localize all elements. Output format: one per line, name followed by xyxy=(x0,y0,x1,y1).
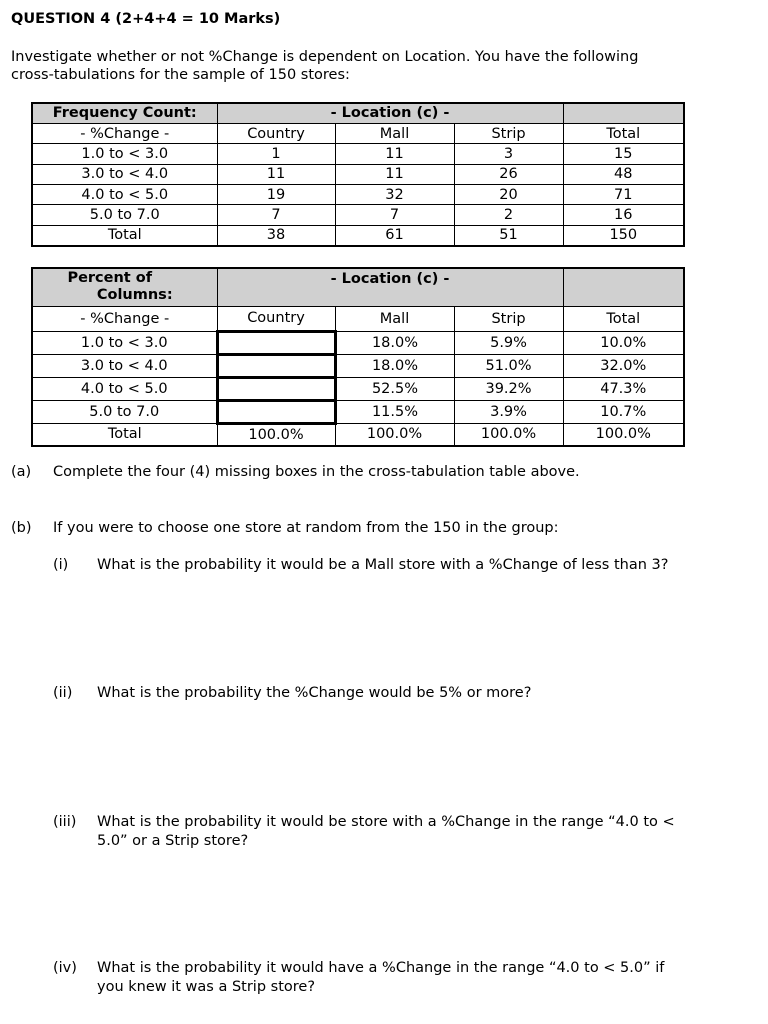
table-cell: 47.3% xyxy=(563,377,684,400)
sub-question-ii xyxy=(53,684,531,703)
part-b-text: If you were to choose one store at random from the 150 in the group: xyxy=(53,520,559,536)
table-cell: 71 xyxy=(563,185,684,205)
percent-label-line-2: Columns: xyxy=(96,287,173,304)
table-row-total xyxy=(32,225,684,245)
percent-of-columns-label xyxy=(32,268,217,306)
missing-answer-box[interactable] xyxy=(217,354,335,377)
row-label: 1.0 to < 3.0 xyxy=(32,144,217,164)
sub-question-iii xyxy=(53,813,675,851)
table-cell: 10.0% xyxy=(563,331,684,354)
table-row xyxy=(32,185,684,205)
row-header-label: - %Change - xyxy=(32,306,217,331)
row-label: 1.0 to < 3.0 xyxy=(32,331,217,354)
sub-iii-line-2: 5.0” or a Strip store? xyxy=(97,833,249,849)
column-header: Country xyxy=(217,306,335,331)
table-cell: 19 xyxy=(217,185,335,205)
table-row-total xyxy=(32,423,684,446)
row-label: 3.0 to < 4.0 xyxy=(32,164,217,184)
frequency-count-table xyxy=(31,102,685,247)
header-spacer xyxy=(563,268,684,306)
location-group-header: - Location (c) - xyxy=(217,103,563,123)
table-cell: 51 xyxy=(454,225,563,245)
row-label: 3.0 to < 4.0 xyxy=(32,354,217,377)
column-header: Country xyxy=(217,123,335,143)
table-cell: 26 xyxy=(454,164,563,184)
intro-line-2: cross-tabulations for the sample of 150 stores: xyxy=(11,67,350,83)
sub-question-i xyxy=(53,556,668,575)
sub-i-label: (i) xyxy=(53,557,69,573)
table-row xyxy=(32,400,684,423)
column-header: Strip xyxy=(454,123,563,143)
sub-ii-label: (ii) xyxy=(53,685,73,701)
frequency-count-label: Frequency Count: xyxy=(32,103,217,123)
table-cell: 39.2% xyxy=(454,377,563,400)
table-cell: 51.0% xyxy=(454,354,563,377)
row-label: 4.0 to < 5.0 xyxy=(32,185,217,205)
row-label: 5.0 to 7.0 xyxy=(32,205,217,225)
table-cell: 11 xyxy=(217,164,335,184)
part-b xyxy=(11,519,559,538)
header-spacer xyxy=(563,103,684,123)
table-cell: 61 xyxy=(335,225,454,245)
table-cell: 48 xyxy=(563,164,684,184)
sub-ii-text: What is the probability the %Change would be 5% or more? xyxy=(97,685,532,701)
table-cell: 11.5% xyxy=(335,400,454,423)
question-title: QUESTION 4 (2+4+4 = 10 Marks) xyxy=(11,11,281,27)
missing-answer-box[interactable] xyxy=(217,400,335,423)
table-cell: 18.0% xyxy=(335,331,454,354)
table-cell: 150 xyxy=(563,225,684,245)
column-header: Mall xyxy=(335,306,454,331)
percent-of-columns-table xyxy=(31,267,685,447)
table-cell: 20 xyxy=(454,185,563,205)
table-row xyxy=(32,331,684,354)
table-cell: 10.7% xyxy=(563,400,684,423)
table-cell: 3 xyxy=(454,144,563,164)
percent-label-line-1: Percent of xyxy=(67,270,153,287)
intro-text xyxy=(11,48,711,84)
table-row xyxy=(32,354,684,377)
missing-answer-box[interactable] xyxy=(217,377,335,400)
sub-i-text: What is the probability it would be a Mall store with a %Change of less than 3? xyxy=(97,557,669,573)
column-header: Strip xyxy=(454,306,563,331)
sub-iii-text xyxy=(97,813,675,851)
table-cell: 11 xyxy=(335,144,454,164)
table-cell: 16 xyxy=(563,205,684,225)
table-cell: 100.0% xyxy=(217,423,335,446)
part-a-label: (a) xyxy=(11,464,32,480)
missing-answer-box[interactable] xyxy=(217,331,335,354)
table-cell: 11 xyxy=(335,164,454,184)
part-a-text: Complete the four (4) missing boxes in the cross-tabulation table above. xyxy=(53,464,580,480)
table-row xyxy=(32,144,684,164)
row-label: Total xyxy=(32,225,217,245)
table-cell: 52.5% xyxy=(335,377,454,400)
table-cell: 100.0% xyxy=(335,423,454,446)
table-cell: 7 xyxy=(217,205,335,225)
column-header: Total xyxy=(563,123,684,143)
table-cell: 18.0% xyxy=(335,354,454,377)
table-cell: 5.9% xyxy=(454,331,563,354)
row-label: Total xyxy=(32,423,217,446)
sub-iii-line-1: What is the probability it would be store with a %Change in the range “4.0 to < xyxy=(97,814,675,830)
table-cell: 3.9% xyxy=(454,400,563,423)
table-cell: 100.0% xyxy=(454,423,563,446)
location-group-header: - Location (c) - xyxy=(217,268,563,306)
table-row xyxy=(32,377,684,400)
sub-iv-label: (iv) xyxy=(53,960,77,976)
table-cell: 1 xyxy=(217,144,335,164)
table-row xyxy=(32,205,684,225)
table-cell: 38 xyxy=(217,225,335,245)
part-b-label: (b) xyxy=(11,520,32,536)
sub-question-iv xyxy=(53,959,664,997)
column-header: Mall xyxy=(335,123,454,143)
table-cell: 2 xyxy=(454,205,563,225)
sub-iv-line-2: you knew it was a Strip store? xyxy=(97,979,316,995)
sub-iv-line-1: What is the probability it would have a %Change in the range “4.0 to < 5.0” if xyxy=(97,960,665,976)
table-cell: 15 xyxy=(563,144,684,164)
column-header: Total xyxy=(563,306,684,331)
part-a xyxy=(11,463,580,482)
intro-line-1: Investigate whether or not %Change is dependent on Location. You have the following xyxy=(11,49,639,65)
table-cell: 32 xyxy=(335,185,454,205)
row-label: 4.0 to < 5.0 xyxy=(32,377,217,400)
table-row xyxy=(32,164,684,184)
table-cell: 7 xyxy=(335,205,454,225)
table-cell: 100.0% xyxy=(563,423,684,446)
sub-iii-label: (iii) xyxy=(53,814,77,830)
table-cell: 32.0% xyxy=(563,354,684,377)
row-label: 5.0 to 7.0 xyxy=(32,400,217,423)
sub-iv-text xyxy=(97,959,664,997)
row-header-label: - %Change - xyxy=(32,123,217,143)
